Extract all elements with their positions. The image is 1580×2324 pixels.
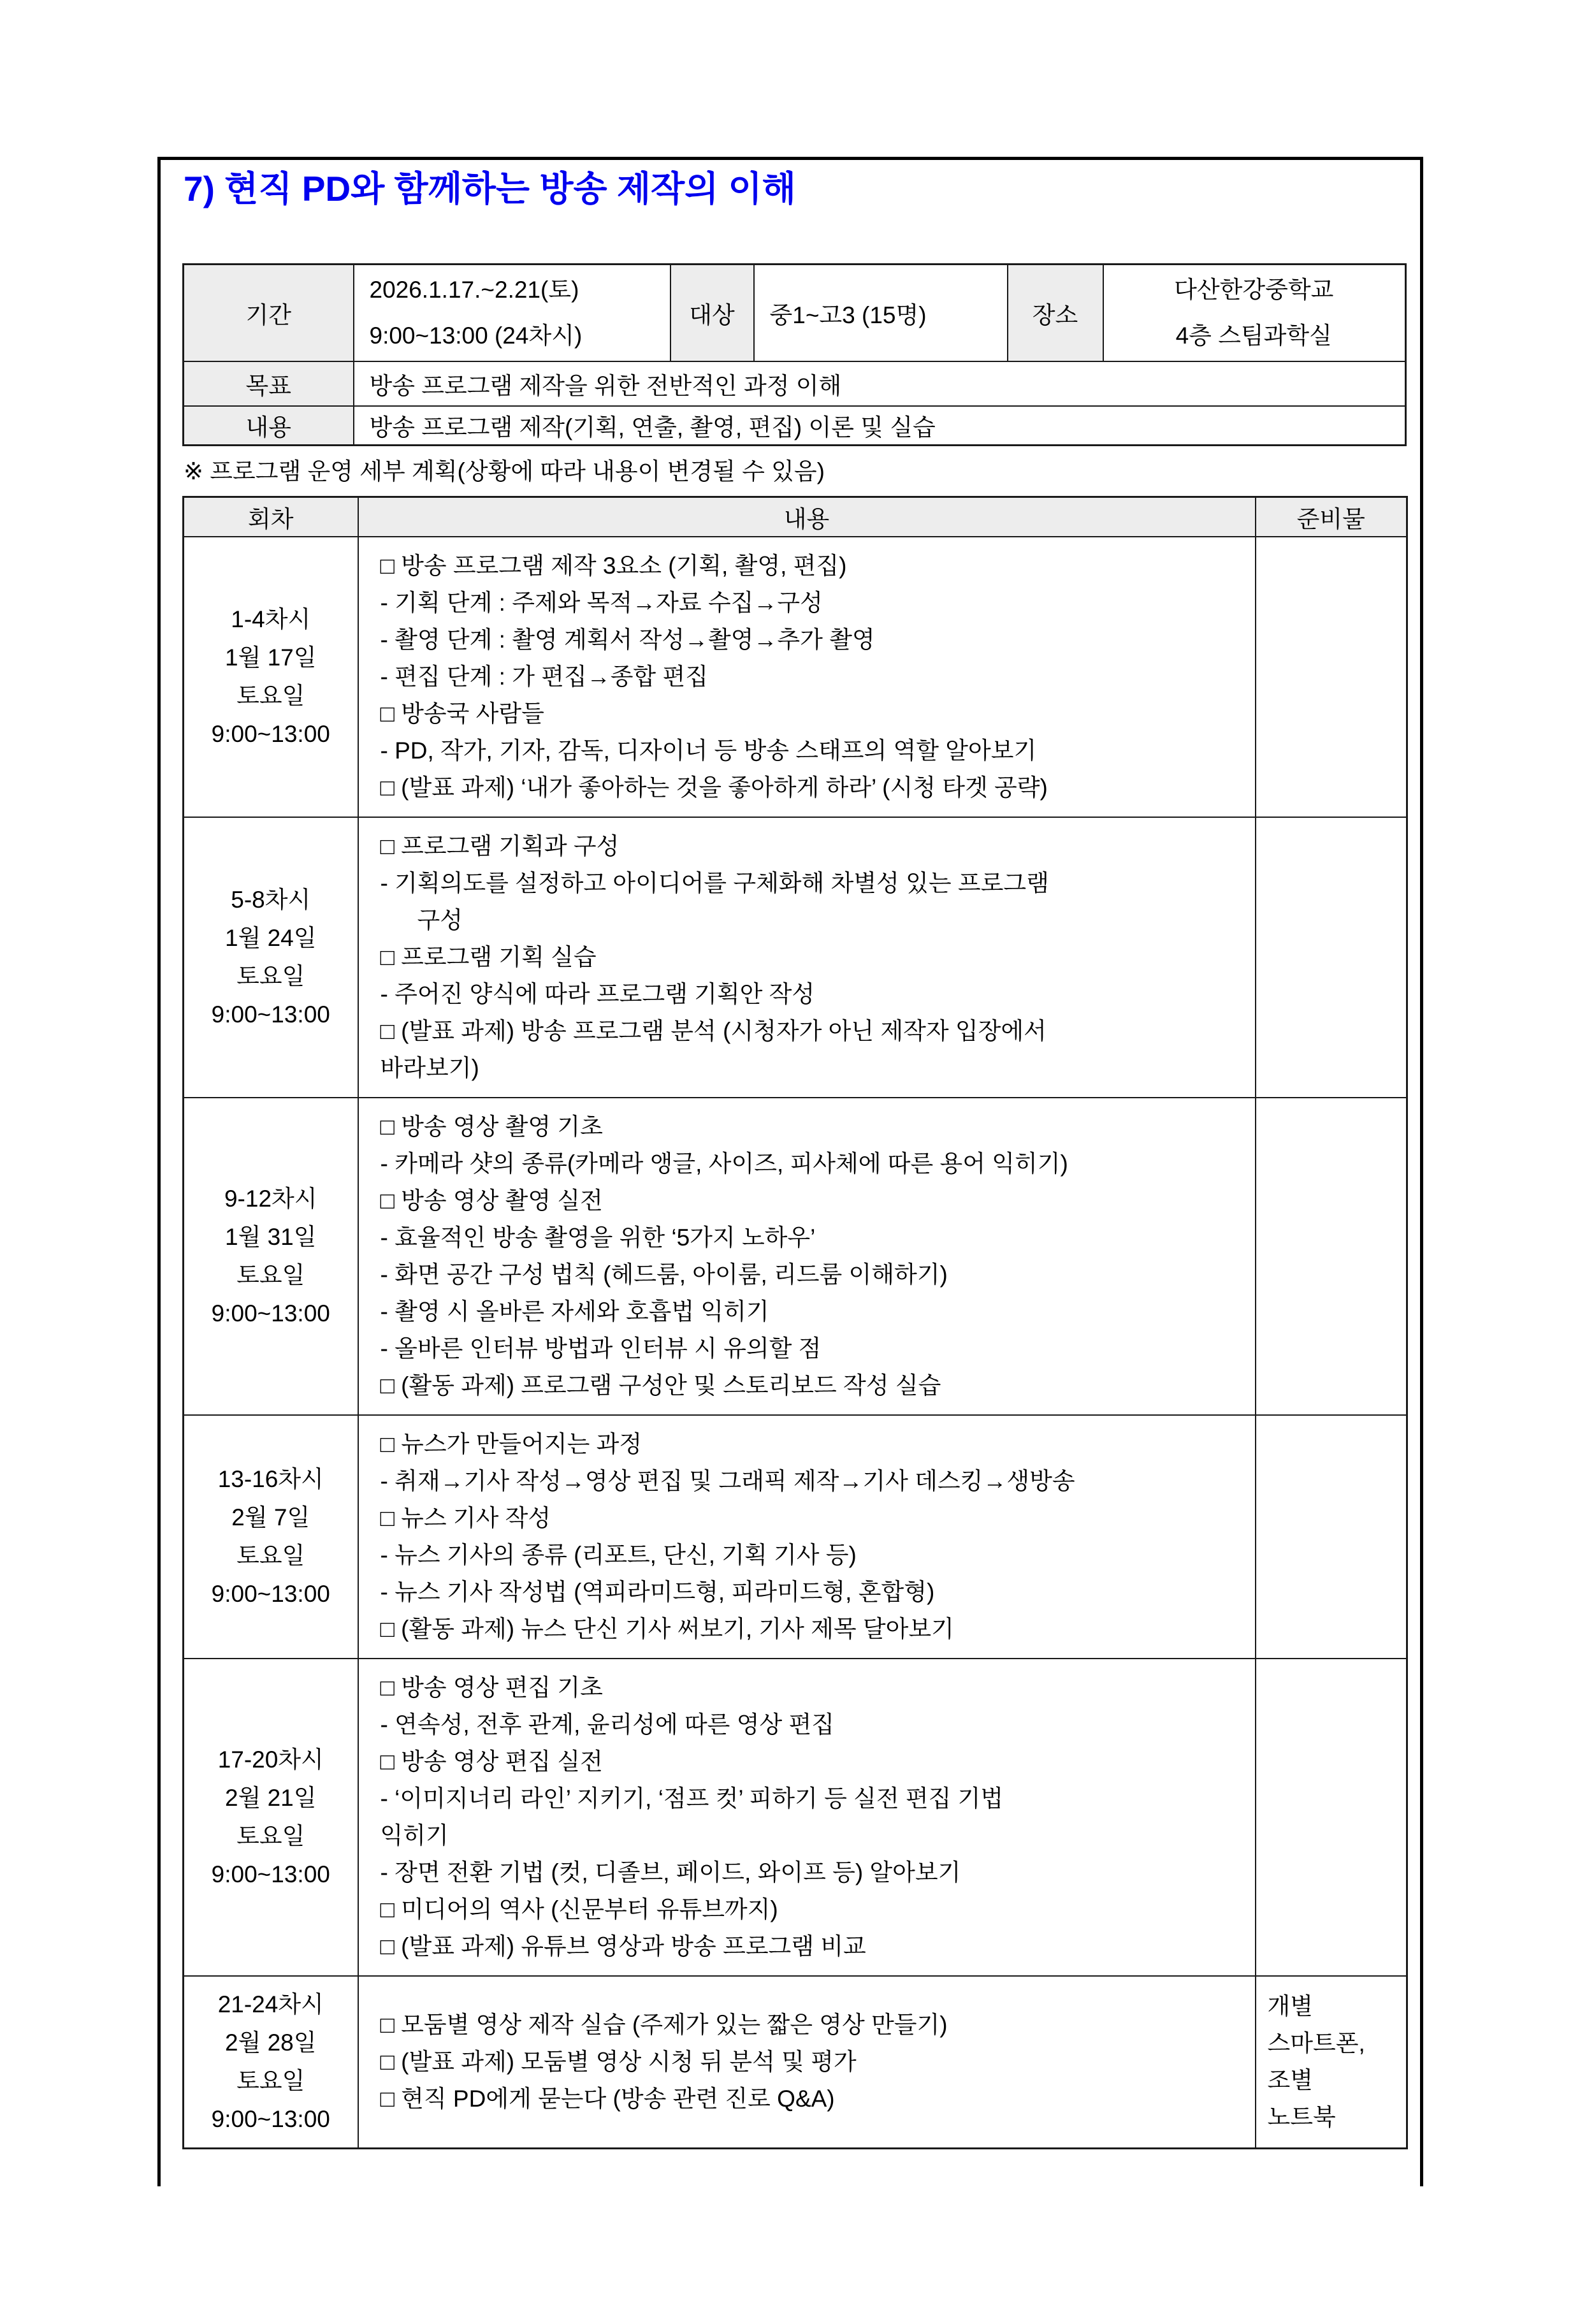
schedule-table	[182, 496, 1408, 2149]
content-line: - 화면 공간 구성 법칙 (헤드룸, 아이룸, 리드룸 이해하기)	[380, 1261, 948, 1288]
content-line: - 장면 전환 기법 (컷, 디졸브, 페이드, 와이프 등) 알아보기	[380, 1859, 961, 1885]
content-cell	[358, 1976, 1256, 2149]
content-line: - PD, 작가, 기자, 감독, 디자이너 등 방송 스태프의 역할 알아보기	[380, 737, 1037, 764]
place-value	[1103, 265, 1406, 361]
materials-line: 스마트폰,	[1267, 2030, 1365, 2056]
materials-line: 조별	[1267, 2066, 1313, 2093]
session-cell	[184, 1976, 358, 2149]
content-line: - 기획 단계 : 주제와 목적→자료 수집→구성	[380, 589, 823, 616]
content-line: □ 방송 영상 편집 실전	[380, 1748, 603, 1775]
session-line: 9:00~13:00	[211, 720, 330, 747]
materials-cell	[1256, 1098, 1407, 1415]
overview-row-goal	[184, 361, 1406, 406]
overview-row-desc	[184, 406, 1406, 446]
materials-cell	[1256, 537, 1407, 817]
session-line: 토요일	[236, 962, 305, 989]
content-line: 구성	[417, 906, 463, 933]
materials-line: 노트북	[1267, 2103, 1336, 2130]
content-line: □ 프로그램 기획 실습	[380, 943, 597, 970]
content-line: - 연속성, 전후 관계, 윤리성에 따른 영상 편집	[380, 1711, 834, 1738]
content-line: - 기획의도를 설정하고 아이디어를 구체화해 차별성 있는 프로그램	[380, 869, 1049, 896]
content-line: □ 프로그램 기획과 구성	[380, 832, 620, 859]
content-line: 바라보기)	[380, 1054, 479, 1081]
table-row	[184, 1098, 1407, 1415]
content-line: □ 모둠별 영상 제작 실습 (주제가 있는 짧은 영상 만들기)	[380, 2011, 948, 2038]
session-line: 1월 17일	[225, 644, 317, 671]
content-line: - 촬영 단계 : 촬영 계획서 작성→촬영→추가 촬영	[380, 626, 875, 653]
session-line: 2월 7일	[231, 1504, 310, 1530]
content-cell	[358, 1098, 1256, 1415]
session-cell	[184, 817, 358, 1098]
content-line: □ (발표 과제) 유튜브 영상과 방송 프로그램 비교	[380, 1933, 866, 1959]
content-line: - 촬영 시 올바른 자세와 호흡법 익히기	[380, 1298, 769, 1325]
session-line: 9:00~13:00	[211, 1580, 330, 1607]
period-time: 9:00~13:00 (24차시)	[369, 322, 583, 349]
table-row	[184, 1415, 1407, 1659]
content-line: □ (발표 과제) ‘내가 좋아하는 것을 좋아하게 하라’ (시청 타겟 공략)	[380, 774, 1048, 801]
content-line: □ 현직 PD에게 묻는다 (방송 관련 진로 Q&A)	[380, 2085, 835, 2112]
content-cell	[358, 1659, 1256, 1976]
desc-value: 방송 프로그램 제작(기획, 연출, 촬영, 편집) 이론 및 실습	[354, 406, 1406, 446]
schedule-header-content: 내용	[358, 497, 1256, 537]
session-cell	[184, 1415, 358, 1659]
plan-note: ※ 프로그램 운영 세부 계획(상황에 따라 내용이 변경될 수 있음)	[184, 458, 825, 484]
session-cell	[184, 1659, 358, 1976]
materials-cell	[1256, 1976, 1407, 2149]
session-line: 1월 31일	[225, 1223, 317, 1250]
session-line: 9:00~13:00	[211, 1001, 330, 1028]
session-line: 토요일	[236, 1542, 305, 1569]
materials-cell	[1256, 1659, 1407, 1976]
session-line: 21-24차시	[217, 1991, 324, 2017]
schedule-body	[184, 537, 1407, 2149]
session-line: 9:00~13:00	[211, 1300, 330, 1326]
session-line: 1월 24일	[225, 924, 317, 951]
session-line: 2월 21일	[225, 1784, 317, 1811]
content-line: □ 미디어의 역사 (신문부터 유튜브까지)	[380, 1896, 778, 1922]
session-line: 2월 28일	[225, 2029, 317, 2056]
content-line: □ 방송 영상 촬영 기초	[380, 1113, 603, 1140]
goal-label: 목표	[184, 361, 354, 406]
content-line: □ 뉴스 기사 작성	[380, 1504, 551, 1531]
schedule-header-session: 회차	[184, 497, 358, 537]
session-line: 5-8차시	[231, 886, 311, 913]
session-line: 토요일	[236, 1261, 305, 1288]
period-dates: 2026.1.17.~2.21(토)	[369, 276, 579, 303]
overview-table	[182, 263, 1407, 446]
content-line: - 취재→기사 작성→영상 편집 및 그래픽 제작→기사 데스킹→생방송	[380, 1467, 1075, 1494]
content-line: - ‘이미지너리 라인’ 지키기, ‘점프 컷’ 피하기 등 실전 편집 기법	[380, 1785, 1004, 1812]
schedule-header-materials: 준비물	[1256, 497, 1407, 537]
place-room: 4층 스팀과학실	[1175, 322, 1332, 349]
session-cell	[184, 537, 358, 817]
session-line: 9:00~13:00	[211, 1861, 330, 1887]
content-line: - 주어진 양식에 따라 프로그램 기획안 작성	[380, 980, 815, 1007]
period-value	[354, 265, 670, 361]
period-label: 기간	[184, 265, 354, 361]
content-cell	[358, 817, 1256, 1098]
materials-cell	[1256, 817, 1407, 1098]
content-line: □ 방송 영상 촬영 실전	[380, 1187, 603, 1214]
session-line: 토요일	[236, 682, 305, 709]
content-line: □ 뉴스가 만들어지는 과정	[380, 1430, 642, 1457]
content-line: □ 방송 영상 편집 기초	[380, 1674, 603, 1701]
materials-line: 개별	[1267, 1993, 1313, 2019]
table-row	[184, 1976, 1407, 2149]
table-row	[184, 1659, 1407, 1976]
session-line: 13-16차시	[217, 1465, 324, 1492]
content-line: 익히기	[380, 1822, 449, 1848]
content-cell	[358, 537, 1256, 817]
content-line: - 효율적인 방송 촬영을 위한 ‘5가지 노하우’	[380, 1224, 816, 1251]
session-line: 토요일	[236, 2067, 305, 2094]
target-label: 대상	[670, 265, 754, 361]
content-line: - 올바른 인터뷰 방법과 인터뷰 시 유의할 점	[380, 1335, 822, 1362]
schedule-header-row	[184, 497, 1407, 537]
goal-value: 방송 프로그램 제작을 위한 전반적인 과정 이해	[354, 361, 1406, 406]
overview-row-period	[184, 265, 1406, 361]
session-line: 토요일	[236, 1822, 305, 1849]
content-line: □ (발표 과제) 방송 프로그램 분석 (시청자가 아닌 제작자 입장에서	[380, 1017, 1047, 1044]
desc-label: 내용	[184, 406, 354, 446]
session-line: 1-4차시	[231, 606, 311, 632]
session-line: 17-20차시	[217, 1746, 324, 1773]
content-line: - 뉴스 기사의 종류 (리포트, 단신, 기획 기사 등)	[380, 1541, 857, 1568]
content-line: □ (발표 과제) 모둠별 영상 시청 뒤 분석 및 평가	[380, 2048, 857, 2075]
content-line: - 카메라 샷의 종류(카메라 앵글, 사이즈, 피사체에 따른 용어 익히기)	[380, 1150, 1068, 1177]
content-line: □ (활동 과제) 뉴스 단신 기사 써보기, 기사 제목 달아보기	[380, 1615, 954, 1642]
target-value: 중1~고3 (15명)	[754, 265, 1008, 361]
session-line: 9-12차시	[224, 1185, 317, 1212]
document-frame	[157, 157, 1423, 2186]
content-line: □ 방송 프로그램 제작 3요소 (기획, 촬영, 편집)	[380, 552, 847, 579]
place-label: 장소	[1008, 265, 1103, 361]
content-cell	[358, 1415, 1256, 1659]
place-school: 다산한강중학교	[1174, 276, 1334, 303]
content-line: □ 방송국 사람들	[380, 700, 544, 727]
session-line: 9:00~13:00	[211, 2105, 330, 2132]
content-line: □ (활동 과제) 프로그램 구성안 및 스토리보드 작성 실습	[380, 1372, 941, 1398]
table-row	[184, 537, 1407, 817]
content-line: - 뉴스 기사 작성법 (역피라미드형, 피라미드형, 혼합형)	[380, 1578, 935, 1605]
document-body	[161, 160, 1420, 2149]
table-row	[184, 817, 1407, 1098]
session-cell	[184, 1098, 358, 1415]
content-line: - 편집 단계 : 가 편집→종합 편집	[380, 663, 708, 690]
page-title: 7) 현직 PD와 함께하는 방송 제작의 이해	[184, 169, 796, 208]
materials-cell	[1256, 1415, 1407, 1659]
